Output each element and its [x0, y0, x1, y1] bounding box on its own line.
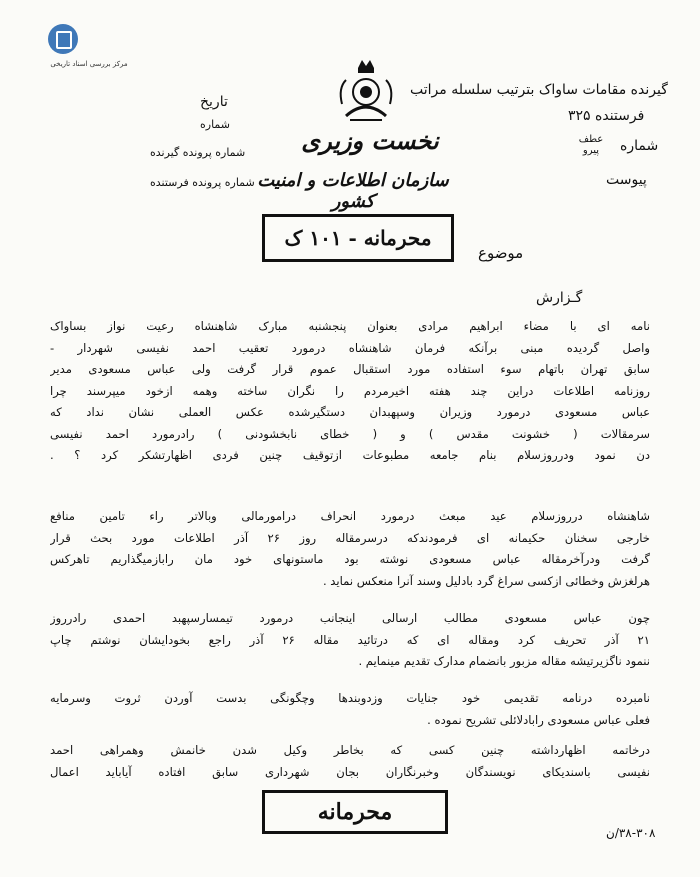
- paragraph-1: [50, 316, 650, 467]
- archive-logo-text: مرکز بررسی اسناد تاریخی: [50, 60, 128, 68]
- ref-label: عطف پیرو: [578, 134, 604, 156]
- archive-logo: [24, 22, 144, 82]
- text-line: سرمقالات ( خشونت مقدس ) و ( خطای نابخشودنی ) رادرمورد احمد نفیسی: [50, 426, 650, 441]
- text-line: هرلغزش وخطائی ازکسی سراغ گرد بادلیل وسند آنرا منعکس نماید .: [322, 573, 650, 588]
- recipient-line: گیرنده مقامات ساواک بترتیب سلسله مراتب: [410, 82, 668, 98]
- subject-label: موضوع: [478, 244, 524, 262]
- lion-and-sun-emblem-icon: [336, 58, 396, 126]
- text-line: خارجی سخنان حکیمانه ای فرمودندکه درسرمقاله روز ۲۶ آذر اطلاعات مورد بحث قرار: [50, 530, 650, 545]
- ministry-title: نخست وزیری: [301, 126, 439, 155]
- book-icon: [48, 24, 78, 54]
- text-line: سابق تهران باتهام سوء استفاده مورد استقبال عموم قرار گرفت ولی عباس مسعودی مدیر: [50, 362, 650, 376]
- number-label-left: شماره: [200, 118, 231, 131]
- text-line: ننمود ناگزیرتیشه مقاله مزبور بانضمام مدارک تقدیم مینمایم .: [358, 654, 650, 668]
- date-label: تاریخ: [200, 94, 228, 110]
- organization-title: سازمان اطلاعات و امنیت کشور: [257, 170, 449, 212]
- paragraph-4: [50, 688, 650, 731]
- text-line: چون عباس مسعودی مطالب ارسالی اینجانب درمورد تیمسارسپهبد احمدی رادرروز: [50, 611, 650, 625]
- text-line: نامه ای با مضاء ابراهیم مرادی بعنوان پنجشنبه مبارک شاهنشاه رعیت نواز بساواک: [50, 319, 650, 333]
- report-label: گـزارش: [536, 290, 583, 306]
- paragraph-2: [50, 506, 650, 592]
- confidential-stamp-bottom: محرمانه: [262, 790, 448, 834]
- document-code: ۳۸-۳۰۸/ن: [606, 826, 656, 840]
- sender-file-label: شماره پرونده فرستنده: [150, 176, 255, 189]
- text-line: واصل گردیده مبنی برآنکه فرمان شاهنشاه درمورد تعقیب احمد نفیسی شهردار -: [50, 340, 650, 355]
- paragraph-5: [50, 740, 650, 783]
- confidential-stamp-top: محرمانه - ۱۰۱ ک: [262, 214, 454, 262]
- text-line: ۲۱ آذر تحریف کرد ومقاله ای که درتائید مقاله ۲۶ آذر راجع بخودایشان نوشتم چاپ: [50, 632, 650, 647]
- text-line: روزنامه اطلاعات دراین چند هفته اخیرمردم را نگران ساخته وهمه ازخود میپرسند چرا: [50, 383, 650, 398]
- text-line: نفیسی باسندیکای نویسندگان وخبرنگاران بجان شهرداری سابق افتاده آیاباید اعمال: [50, 764, 650, 779]
- text-line: گرفت ودرآخرمقاله عباس مسعودی نوشته بود ماستونهای خود مان رابازمیگذاریم تاهرکس: [50, 552, 650, 566]
- text-line: فعلی عباس مسعودی رابادلائلی تشریح نموده .: [427, 712, 650, 727]
- text-line: عباس مسعودی درمورد وزیران وسپهبدان دستگیرشده عکس العملی نشان نداد که: [50, 405, 650, 419]
- text-line: نامبرده درنامه تقدیمی خود جنایات وزدوبندها وچگونگی بدست آوردن ثروت وسرمایه: [50, 691, 650, 705]
- attachment-label: پیوست: [606, 172, 647, 188]
- number-label-right: شماره: [620, 138, 659, 154]
- text-line: درخاتمه اظهارداشته چنین کسی که بخاطر وکیل شدن خانمش وهمراهی احمد: [50, 743, 650, 757]
- text-line: شاهنشاه درروزسلام عید مبعث درمورد انحراف درامورمالی وبالاتر راء تامین منافع: [50, 509, 650, 523]
- text-line: دن نمود ودرروزسلام بنام جامعه مطبوعات ازتوقیف چنین فردی اظهارتشکر کرد ؟ .: [50, 448, 650, 462]
- recipient-file-label: شماره پرونده گیرنده: [150, 146, 246, 159]
- sender-line: فرستنده ۳۲۵: [568, 108, 645, 124]
- paragraph-3: [50, 608, 650, 673]
